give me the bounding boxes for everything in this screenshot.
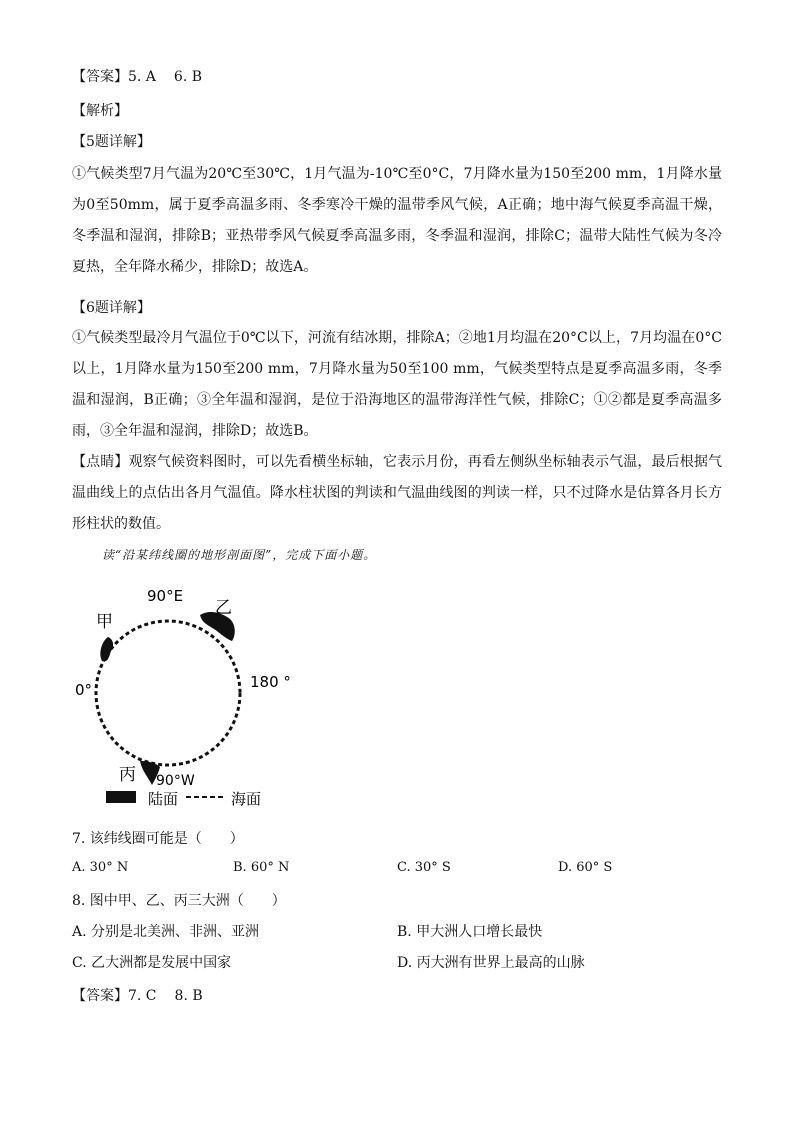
q5-detail-text: ①气候类型7月气温为20℃至30℃，1月气温为-10℃至0°C，7月降水量为150至200 mm，1月降水量为0至50mm，属于夏季高温多雨、冬季寒冷干燥的温带季风气候，A正确；地中海气候夏季高温干燥，冬季温和湿润，排除B；亚热带季风气候夏季高温多雨，冬季温和湿润，排除C；温带大陆性气候为冬冷夏热，全年降水稀少，排除D；故选A。 bbox=[72, 166, 722, 275]
label-0: 0° bbox=[75, 681, 93, 699]
label-yi: 乙 bbox=[215, 598, 232, 618]
q7-option-b[interactable]: B. 60° N bbox=[233, 860, 290, 875]
label-90w: 90°W bbox=[156, 773, 195, 789]
land-jia bbox=[100, 637, 113, 661]
label-90e: 90°E bbox=[147, 587, 184, 605]
q6-detail-text: ①气候类型最冷月气温位于0℃以下，河流有结冰期，排除A；②地1月均温在20°C以上，7月均温在0°C以上，1月降水量为150至200 mm，7月降水量为50至100 mm，气候类型特点是夏季高温多雨，冬季温和湿润，B正确；③全年温和湿润，是位于沿海地区的温带海洋性气候，排除C；①②都是夏季高温多雨，③全年温和湿润，排除D；故选B。 bbox=[72, 330, 722, 439]
label-180: 180 ° bbox=[250, 673, 291, 691]
answer-label-2: 【答案】 bbox=[72, 988, 128, 1004]
tip-paragraph bbox=[72, 447, 722, 540]
q8-stem: 8. 图中甲、乙、丙三大洲（ ） bbox=[72, 893, 286, 909]
legend-land-swatch bbox=[106, 791, 136, 803]
figure-caption: 读“沿某纬线圈的地形剖面图”，完成下面小题。 bbox=[102, 548, 377, 562]
q8-option-d[interactable]: D. 丙大洲有世界上最高的山脉 bbox=[397, 955, 585, 971]
q6-detail-label: 【6题详解】 bbox=[72, 300, 151, 316]
legend-land-label: 陆面 bbox=[148, 790, 179, 808]
answer-7: 7. C bbox=[128, 988, 157, 1004]
q7-option-a[interactable]: A. 30° N bbox=[72, 860, 129, 875]
q8-option-b[interactable]: B. 甲大洲人口增长最快 bbox=[397, 924, 543, 940]
answer-line-1 bbox=[72, 66, 202, 86]
latitude-circle-sea bbox=[96, 621, 240, 765]
q5-detail-label: 【5题详解】 bbox=[72, 134, 151, 150]
answer-8: 8. B bbox=[174, 988, 203, 1004]
tip-text: 观察气候资料图时，可以先看横坐标轴，它表示月份，再看左侧纵坐标轴表示气温，最后根据气温曲线上的点估出各月气温值。降水柱状图的判读和气温曲线图的判读一样，只不过降水是估算各月长方形柱状的数值。 bbox=[72, 454, 723, 532]
q8-option-a[interactable]: A. 分别是北美洲、非洲、亚洲 bbox=[72, 924, 260, 940]
q7-option-d[interactable]: D. 60° S bbox=[558, 860, 613, 875]
label-jia: 甲 bbox=[96, 612, 113, 632]
latitude-profile-figure bbox=[60, 575, 320, 815]
q7-stem: 7. 该纬线圈可能是（ ） bbox=[72, 831, 244, 847]
tip-label: 【点睛】 bbox=[72, 454, 129, 470]
answer-5: 5. A bbox=[128, 69, 156, 85]
q7-option-c[interactable]: C. 30° S bbox=[397, 860, 451, 875]
q8-option-c[interactable]: C. 乙大洲都是发展中国家 bbox=[72, 955, 232, 971]
label-bing: 丙 bbox=[119, 765, 136, 785]
analysis-label: 【解析】 bbox=[72, 103, 128, 119]
answer-label: 【答案】 bbox=[72, 69, 128, 85]
legend-sea-label: 海面 bbox=[231, 790, 262, 808]
answer-6: 6. B bbox=[173, 69, 203, 85]
answer-line-2 bbox=[72, 985, 203, 1005]
